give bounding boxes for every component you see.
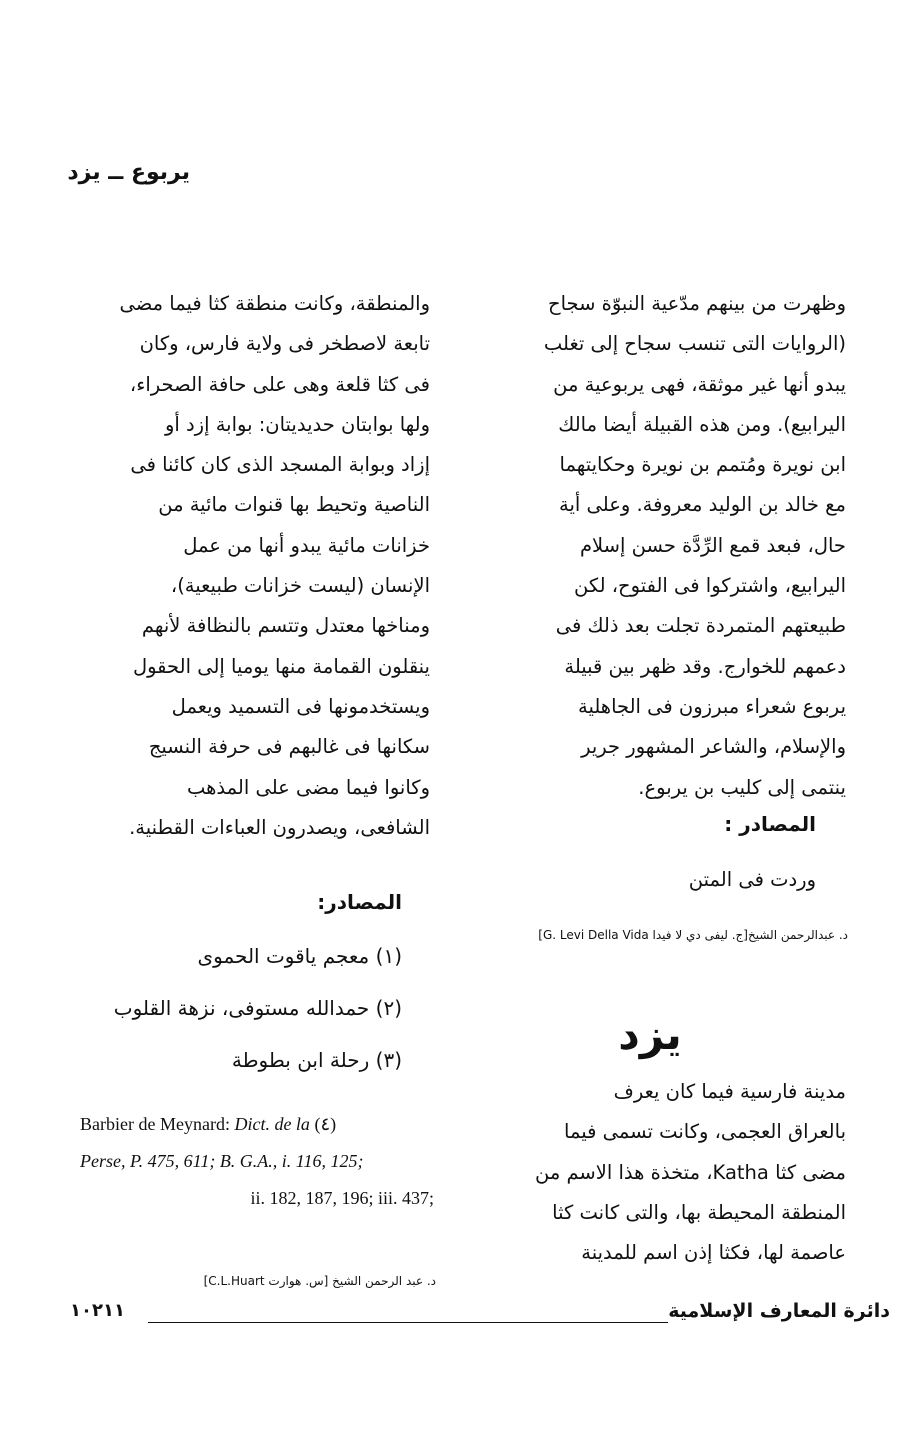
text-line: اليرابيع). ومن هذه القبيلة أيضا مالك bbox=[558, 412, 846, 436]
text-line: والإسلام، والشاعر المشهور جرير bbox=[581, 735, 846, 759]
text-line: (الروايات التى تنسب سجاح إلى تغلب bbox=[543, 332, 846, 356]
text-line: المنطقة المحيطة بها، والتى كانت كثا bbox=[552, 1200, 846, 1224]
text-line: سكانها فى غالبهم فى حرفة النسيج bbox=[148, 735, 430, 759]
text-line: ومناخها معتدل وتتسم بالنظافة لأنهم bbox=[141, 614, 430, 638]
text-line: ينقلون القمامة منها يوميا إلى الحقول bbox=[132, 654, 430, 678]
running-head: يربوع ــ يزد bbox=[67, 160, 190, 185]
text-line: وظهرت من بينهم مدّعية النبوّة سجاح bbox=[547, 292, 846, 315]
text-line: ويستخدمونها فى التسميد ويعمل bbox=[171, 694, 430, 718]
text-line: الإنسان (ليست خزانات طبيعية)، bbox=[170, 574, 430, 598]
footer-title: دائرة المعارف الإسلامية bbox=[668, 1300, 890, 1322]
page-footer bbox=[70, 1300, 890, 1330]
right-column bbox=[486, 284, 846, 808]
text-line: فى كثا قلعة وهى على حافة الصحراء، bbox=[129, 372, 430, 396]
text-line: وكانوا فيما مضى على المذهب bbox=[186, 775, 430, 799]
text-line: تابعة لاصطخر فى ولاية فارس، وكان bbox=[139, 332, 430, 356]
text-line: بالعراق العجمى، وكانت تسمى فيما bbox=[564, 1120, 846, 1144]
reference-author: Barbier de Meynard: bbox=[80, 1114, 230, 1134]
text-line: مدينة فارسية فيما كان يعرف bbox=[613, 1080, 846, 1103]
footer-rule bbox=[148, 1322, 668, 1323]
text-line: والمنطقة، وكانت منطقة كثا فيما مضى bbox=[119, 292, 430, 315]
source-item: (١) معجم ياقوت الحموى bbox=[197, 944, 402, 968]
text-line: عاصمة لها، فكثا إذن اسم للمدينة bbox=[581, 1241, 846, 1265]
text-line: ولها بوابتان حديديتان: بوابة إزد أو bbox=[164, 412, 430, 436]
reference-number: (٤) bbox=[314, 1114, 337, 1134]
text-line: يبدو أنها غير موثقة، فهى يربوعية من bbox=[553, 372, 846, 396]
text-line: ينتمى إلى كليب بن يربوع. bbox=[638, 775, 846, 799]
entry-body bbox=[486, 1072, 846, 1273]
source-item: (٢) حمدالله مستوفى، نزهة القلوب bbox=[113, 996, 402, 1020]
left-column bbox=[70, 284, 430, 848]
text-line: دعمهم للخوارج. وقد ظهر بين قبيلة bbox=[564, 654, 846, 678]
text-line: يربوع شعراء مبرزون فى الجاهلية bbox=[578, 694, 846, 718]
text-line: مضى كثا Katha، متخذة هذا الاسم من bbox=[534, 1160, 846, 1184]
left-sources-heading: المصادر: bbox=[317, 890, 402, 914]
author-byline: د. عبدالرحمن الشيخ[ج. ليفى دي لا فيدا G. Levi Della Vida] bbox=[538, 928, 848, 942]
reference-line: Perse, P. 475, 611; B. G.A., i. 116, 125; bbox=[80, 1151, 364, 1171]
author-byline: د. عبد الرحمن الشيخ [س. هوارت C.L.Huart] bbox=[203, 1274, 436, 1288]
latin-reference bbox=[80, 1106, 440, 1217]
entry-title: يزد bbox=[618, 1010, 682, 1059]
text-line: ابن نويرة ومُتمم بن نويرة وحكايتهما bbox=[559, 453, 846, 477]
text-line: خزانات مائية يبدو أنها من عمل bbox=[183, 533, 430, 557]
reference-line: ii. 182, 187, 196; iii. 437; bbox=[250, 1188, 434, 1208]
text-line: اليرابيع، واشتركوا فى الفتوح، لكن bbox=[574, 574, 846, 598]
text-line: الناصية وتحيط بها قنوات مائية من bbox=[158, 493, 430, 517]
reference-title: Dict. de la bbox=[234, 1114, 310, 1134]
text-line: طبيعتهم المتمردة تجلت بعد ذلك فى bbox=[555, 614, 846, 638]
text-line: مع خالد بن الوليد معروفة. وعلى أية bbox=[558, 493, 846, 517]
right-sources-text: وردت فى المتن bbox=[688, 868, 816, 891]
page-number: ١٠٢١١ bbox=[70, 1300, 125, 1321]
text-line: حال، فبعد قمع الرِّدَّة حسن إسلام bbox=[579, 533, 846, 557]
text-line: الشافعى، ويصدرون العباءات القطنية. bbox=[129, 815, 430, 839]
text-line: إزاد وبوابة المسجد الذى كان كائنا فى bbox=[130, 453, 430, 477]
reference-line bbox=[80, 1106, 440, 1143]
source-item: (٣) رحلة ابن بطوطة bbox=[231, 1048, 402, 1072]
right-sources-heading: المصادر : bbox=[724, 812, 816, 836]
